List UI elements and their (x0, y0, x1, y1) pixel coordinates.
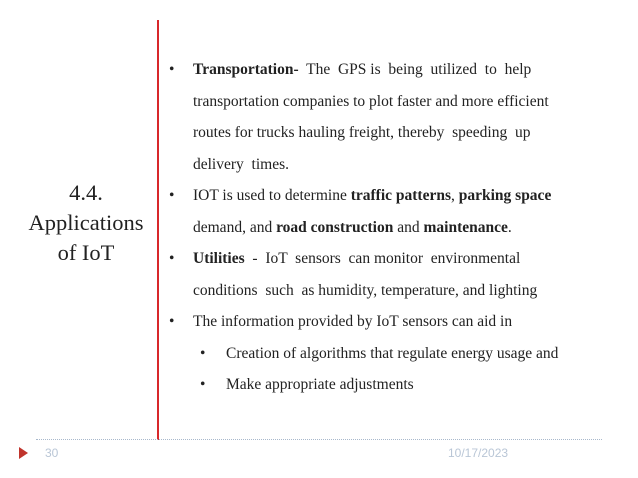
bullet-text (193, 219, 512, 236)
bullet-line (166, 275, 616, 307)
text-run: . (507, 218, 512, 236)
text-run: conditions such as humidity, temperature, and lighting (193, 281, 538, 299)
bold-text: Utilities (193, 250, 245, 267)
bullet-icon: • (169, 313, 175, 330)
bullet-icon: • (169, 61, 175, 78)
text-run: and (393, 218, 424, 236)
text-run: transportation companies to plot faster and more efficient (193, 92, 549, 110)
text-run: Creation of algorithms that regulate energy usage and (226, 344, 559, 362)
text-run: Make appropriate adjustments (226, 376, 414, 393)
bullet-text (226, 376, 414, 393)
section-title (16, 178, 156, 268)
bullet-icon: • (200, 344, 206, 362)
bullet-text (193, 124, 530, 141)
sub-bullet-line (166, 369, 616, 401)
text-run: , (450, 187, 459, 204)
bullet-text (193, 61, 531, 78)
vertical-divider (157, 20, 159, 440)
bullet-icon: • (169, 250, 175, 267)
text-run: demand, and (193, 218, 277, 236)
bullet-list (166, 54, 616, 401)
bullet-line (166, 86, 616, 118)
footer-divider (36, 439, 602, 440)
bold-text: maintenance (423, 218, 508, 236)
triangle-icon (19, 447, 28, 459)
bullet-text (193, 313, 512, 330)
bold-text: road construction (276, 218, 394, 236)
text-run: The GPS is being utilized to help (298, 61, 532, 78)
bullet-text (193, 282, 537, 299)
bullet-text (193, 93, 549, 110)
bullet-icon: • (169, 187, 175, 204)
sub-bullet-line (166, 338, 616, 370)
slide-date: 10/17/2023 (448, 446, 509, 460)
text-run: - IoT sensors can monitor environmental (244, 250, 521, 267)
bold-text: traffic patterns (350, 187, 451, 204)
bullet-line (166, 54, 616, 86)
section-title-line: 4.4. (69, 180, 103, 205)
text-run: routes for trucks hauling freight, thereby speeding up (193, 124, 531, 141)
text-run: IOT is used to determine (193, 187, 351, 204)
bullet-line (166, 243, 616, 275)
bullet-line (166, 149, 616, 181)
bold-text: parking space (458, 187, 552, 204)
text-run: delivery times. (193, 155, 289, 173)
bullet-line (166, 306, 616, 338)
bullet-text (193, 250, 520, 267)
section-title-line: Applications (28, 210, 144, 235)
bullet-text (226, 345, 558, 362)
bullet-text (193, 187, 551, 204)
bullet-line (166, 180, 616, 212)
section-title-line: of IoT (57, 240, 115, 265)
text-run: The information provided by IoT sensors can aid in (193, 313, 513, 330)
bullet-line (166, 212, 616, 244)
page-number: 30 (45, 446, 59, 460)
bold-text: Transportation- (193, 61, 299, 78)
bullet-text (193, 156, 289, 173)
bullet-line (166, 117, 616, 149)
bullet-icon: • (200, 376, 206, 393)
